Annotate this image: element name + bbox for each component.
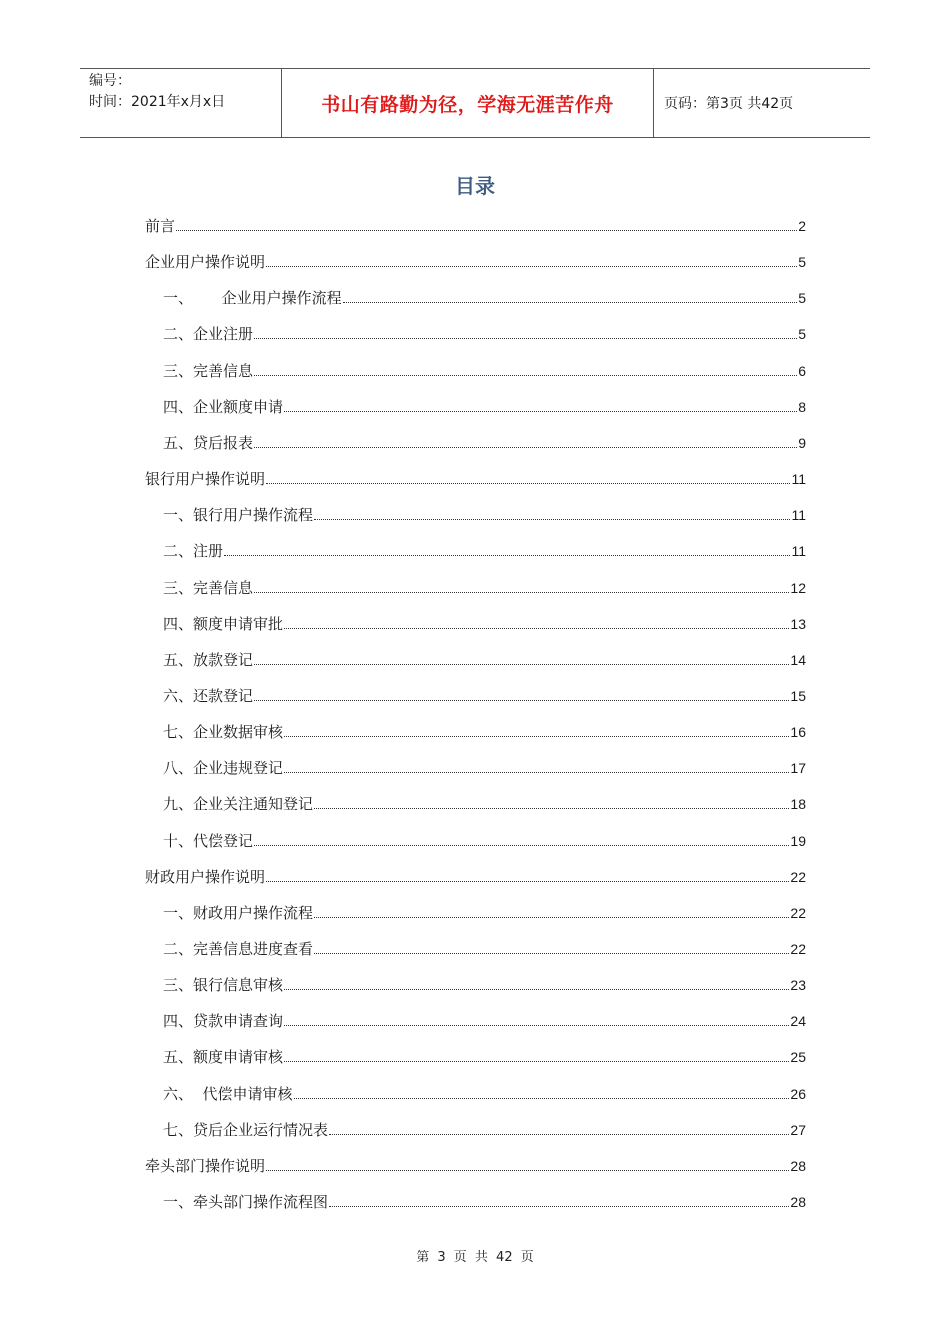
page-header bbox=[80, 68, 870, 138]
toc-dot-leader bbox=[254, 700, 789, 701]
toc-dot-leader bbox=[329, 1206, 789, 1207]
toc-entry-label: 七、贷后企业运行情况表 bbox=[163, 1120, 329, 1139]
toc-dot-leader bbox=[254, 447, 797, 448]
toc-entry[interactable] bbox=[163, 357, 806, 381]
toc-entry-label: 牵头部门操作说明 bbox=[145, 1156, 266, 1175]
toc-entry-label: 前言 bbox=[145, 217, 176, 235]
toc-entry[interactable] bbox=[163, 790, 806, 814]
toc-entry-label: 四、企业额度申请 bbox=[163, 397, 284, 416]
toc-entry-label: 七、企业数据审核 bbox=[163, 723, 284, 742]
toc-dot-leader bbox=[284, 628, 789, 629]
toc-entry[interactable] bbox=[163, 284, 806, 308]
toc-entry[interactable] bbox=[163, 1080, 806, 1104]
header-meta bbox=[80, 69, 281, 137]
toc-entry-label: 十、代偿登记 bbox=[163, 831, 254, 850]
toc-entry[interactable] bbox=[145, 863, 806, 887]
toc-entry-page-number: 22 bbox=[790, 868, 806, 885]
toc-dot-leader bbox=[266, 1170, 789, 1171]
toc-dot-leader bbox=[254, 375, 797, 376]
toc-entry[interactable] bbox=[163, 393, 806, 417]
toc-entry[interactable] bbox=[163, 935, 806, 959]
toc-entry[interactable] bbox=[163, 1188, 806, 1212]
toc-dot-leader bbox=[314, 519, 790, 520]
toc-entry[interactable] bbox=[145, 465, 806, 489]
toc-entry-page-number: 26 bbox=[790, 1085, 806, 1102]
toc-entry-page-number: 22 bbox=[790, 941, 806, 957]
toc-entry[interactable] bbox=[163, 610, 806, 634]
toc-dot-leader bbox=[266, 483, 790, 484]
toc-dot-leader bbox=[314, 953, 789, 954]
toc-entry-page-number: 8 bbox=[798, 398, 806, 415]
toc-entry-page-number: 17 bbox=[790, 760, 806, 777]
toc-dot-leader bbox=[254, 845, 789, 846]
toc-entry[interactable] bbox=[145, 248, 806, 272]
toc-entry-label: 六、还款登记 bbox=[163, 686, 254, 705]
toc-entry-page-number: 11 bbox=[791, 507, 806, 524]
toc-entry-label: 三、完善信息 bbox=[163, 578, 254, 597]
toc-entry[interactable] bbox=[163, 971, 806, 995]
toc-entry-label: 一、银行用户操作流程 bbox=[163, 506, 314, 525]
toc-entry-label: 财政用户操作说明 bbox=[145, 867, 266, 886]
toc-entry[interactable] bbox=[163, 827, 806, 851]
header-page-info: 页码：第3页 共42页 bbox=[664, 96, 794, 112]
toc-entry-label: 四、额度申请审批 bbox=[163, 614, 284, 633]
page-footer: 第 3 页 共 42 页 bbox=[416, 1250, 534, 1265]
toc-entry-page-number: 11 bbox=[791, 543, 806, 560]
toc-entry-page-number: 5 bbox=[798, 254, 806, 271]
toc-dot-leader bbox=[294, 1098, 790, 1099]
toc-entry-page-number: 9 bbox=[798, 434, 806, 451]
toc-dot-leader bbox=[284, 736, 789, 737]
toc-entry-label: 三、银行信息审核 bbox=[163, 976, 284, 995]
toc-entry-page-number: 13 bbox=[790, 615, 806, 632]
toc-entry-page-number: 5 bbox=[798, 326, 806, 343]
toc-dot-leader bbox=[284, 411, 797, 412]
toc-entry-label: 银行用户操作说明 bbox=[145, 470, 266, 489]
toc-entry-label: 九、企业关注通知登记 bbox=[163, 795, 314, 814]
toc-entry-label: 二、完善信息进度查看 bbox=[163, 940, 314, 958]
toc-entry[interactable] bbox=[145, 212, 806, 236]
toc-entry[interactable] bbox=[145, 1152, 806, 1176]
toc-dot-leader bbox=[254, 664, 789, 665]
toc-entry-page-number: 5 bbox=[798, 290, 806, 307]
toc-entry-label: 六、 代偿申请审核 bbox=[163, 1084, 293, 1103]
toc-dot-leader bbox=[343, 302, 798, 303]
toc-entry[interactable] bbox=[163, 1116, 806, 1140]
toc-dot-leader bbox=[254, 338, 797, 339]
toc-entry[interactable] bbox=[163, 537, 806, 561]
toc-entry-page-number: 28 bbox=[790, 1194, 806, 1211]
toc-entry-label: 四、贷款申请查询 bbox=[163, 1012, 284, 1031]
toc-entry[interactable] bbox=[163, 718, 806, 742]
toc-entry-label: 五、放款登记 bbox=[163, 650, 254, 669]
toc-entry-page-number: 18 bbox=[790, 796, 806, 813]
toc-entry[interactable] bbox=[163, 501, 806, 525]
toc-dot-leader bbox=[176, 230, 797, 231]
toc-entry-page-number: 6 bbox=[798, 362, 806, 379]
toc-entry-label: 一、牵头部门操作流程图 bbox=[163, 1193, 329, 1212]
toc-entry[interactable] bbox=[163, 754, 806, 778]
toc-entry-label: 二、企业注册 bbox=[163, 325, 254, 344]
toc-entry[interactable] bbox=[163, 682, 806, 706]
toc-entry-page-number: 27 bbox=[790, 1121, 806, 1138]
toc-title: 目录 bbox=[455, 174, 495, 198]
toc-entry-page-number: 12 bbox=[790, 579, 806, 596]
document-date: 时间：2021年x月x日 bbox=[89, 94, 226, 110]
toc-entry-page-number: 25 bbox=[790, 1049, 806, 1066]
toc-entry-label: 五、贷后报表 bbox=[163, 433, 254, 452]
toc-entry-page-number: 11 bbox=[791, 471, 806, 488]
toc-entry-page-number: 22 bbox=[790, 904, 806, 921]
toc-dot-leader bbox=[284, 1061, 789, 1062]
toc-entry-page-number: 14 bbox=[790, 651, 806, 668]
toc-dot-leader bbox=[266, 266, 797, 267]
toc-entry[interactable] bbox=[163, 1007, 806, 1031]
toc-dot-leader bbox=[284, 1025, 789, 1026]
toc-dot-leader bbox=[314, 808, 789, 809]
toc-entry-page-number: 2 bbox=[798, 218, 806, 234]
toc-entry[interactable] bbox=[163, 429, 806, 453]
toc-entry[interactable] bbox=[163, 1043, 806, 1067]
header-motto: 书山有路勤为径，学海无涯苦作舟 bbox=[281, 69, 654, 137]
toc-entry-page-number: 16 bbox=[790, 724, 806, 741]
toc-dot-leader bbox=[254, 592, 789, 593]
toc-entry-page-number: 24 bbox=[790, 1013, 806, 1030]
toc-entry[interactable] bbox=[163, 646, 806, 670]
toc-entry-label: 企业用户操作说明 bbox=[145, 253, 266, 272]
toc-dot-leader bbox=[284, 989, 789, 990]
toc-entry-page-number: 28 bbox=[790, 1157, 806, 1174]
toc-entry-label: 八、企业违规登记 bbox=[163, 759, 284, 778]
toc-dot-leader bbox=[329, 1134, 789, 1135]
document-code: 编号： bbox=[89, 73, 131, 89]
toc-entry[interactable] bbox=[163, 574, 806, 598]
toc-entry-label: 二、注册 bbox=[163, 542, 224, 561]
toc-entry-label: 三、完善信息 bbox=[163, 361, 254, 380]
toc-entry-label: 一、 企业用户操作流程 bbox=[163, 289, 342, 308]
toc-entry[interactable] bbox=[163, 320, 806, 344]
toc-dot-leader bbox=[284, 772, 789, 773]
toc-entry-page-number: 15 bbox=[790, 687, 806, 704]
toc-entry-page-number: 23 bbox=[790, 977, 806, 994]
toc-entry-label: 一、财政用户操作流程 bbox=[163, 903, 314, 922]
toc-entry[interactable] bbox=[163, 899, 806, 923]
toc-entry-label: 五、额度申请审核 bbox=[163, 1048, 284, 1067]
toc-entry-page-number: 19 bbox=[790, 832, 806, 849]
toc-dot-leader bbox=[224, 555, 790, 556]
toc-dot-leader bbox=[314, 917, 789, 918]
toc-dot-leader bbox=[266, 881, 789, 882]
